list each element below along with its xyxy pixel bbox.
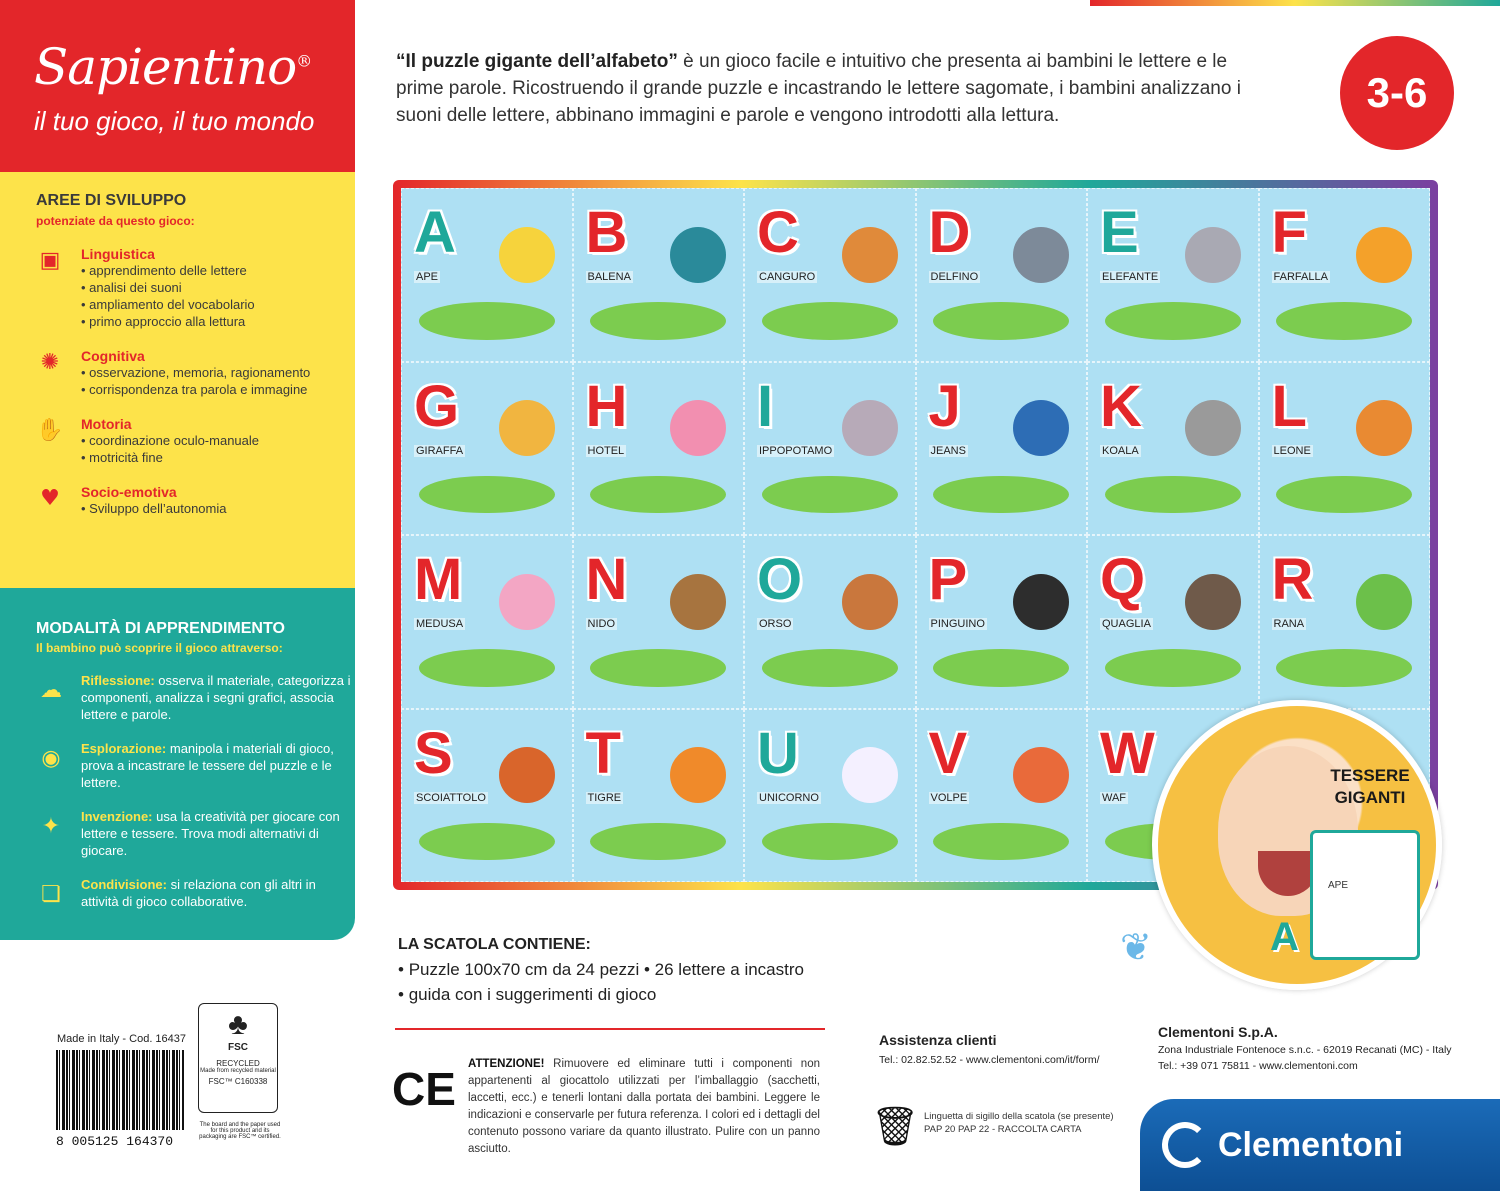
puzzle-tile-b [573,188,745,362]
tile-word: KOALA [1102,444,1139,457]
area-title: Motoria [81,416,132,432]
tile-word: LEONE [1273,444,1311,457]
ce-mark: CE [392,1063,456,1115]
puzzle-tile-t [573,709,745,883]
tile-ground [762,823,898,861]
heart-icon: ♥ [40,485,60,511]
tile-illustration [499,400,555,456]
tile-letter: B [585,200,628,265]
puzzle-tile-e [1087,188,1259,362]
intro-title: “Il puzzle gigante dell’alfabeto” [396,51,678,72]
company-name: Clementoni S.p.A. [1158,1024,1278,1040]
fsc-name: FSC [228,1042,248,1053]
tile-letter: N [585,547,628,612]
tile-word: ORSO [759,618,792,630]
tile-letter: W [1100,720,1155,786]
fsc-label [198,1003,278,1113]
butterfly-icon: ❦ [1120,925,1152,969]
puzzle-tile-v [916,709,1088,883]
area-item: • Sviluppo dell’autonomia [81,500,355,517]
tile-ground [1276,476,1412,514]
intro-body: è un gioco facile e intuitivo che presenta ai bambini le lettere e le prime parole. Ricostruendo il grande puzzle e incastrando le lettere sagomate, i bambini analizzano i suoni delle lettere, abbinano immagini e parole e vengono introdotti alla lettura. [396,51,1241,126]
divider [395,1028,825,1030]
mode-item [36,808,355,859]
speech-bubbles-icon: ❏ [41,880,61,906]
tile-letter: F [1271,200,1307,265]
tile-letter: I [757,373,774,439]
tile-word: PINGUINO [930,618,985,630]
tile-letter: Q [1100,547,1146,612]
barcode [56,1050,184,1130]
tile-word: IPPOPOTAMO [759,444,833,457]
made-in-label: Made in Italy - Cod. 16437 [57,1033,187,1045]
mode-name: Riflessione: [81,673,155,688]
tile-word: HOTEL [587,444,625,457]
area-item: • corrispondenza tra parola e immagine [81,381,355,398]
tile-ground [590,823,726,861]
clementoni-logo [1140,1099,1500,1191]
tile-letter: D [928,200,971,265]
puzzle-tile-k [1087,362,1259,536]
tile-word: DELFINO [930,271,979,283]
puzzle-tile-o [744,535,916,709]
hand-icon: ✋ [36,417,64,443]
puzzle-tile-u [744,709,916,883]
tile-letter: V [928,720,968,786]
area-cognitiva [36,348,355,398]
tile-illustration [1013,227,1069,283]
tile-word: QUAGLIA [1102,618,1151,630]
lightbulb-icon: ✺ [40,349,60,375]
area-item: • analisi dei suoni [81,279,355,296]
area-list [36,246,355,517]
tile-illustration [842,400,898,456]
puzzle-tile-s [401,709,573,883]
tile-ground [933,649,1069,687]
area-item: • ampliamento del vocabolario [81,296,355,313]
area-item: • coordinazione oculo-manuale [81,432,355,449]
learning-modes [0,588,355,940]
brand-tagline: il tuo gioco, il tuo mondo [34,106,315,136]
tile-ground [1276,649,1412,687]
tile-letter: U [757,720,799,786]
top-color-stripe [1090,0,1500,6]
company-contact: Tel.: +39 071 75811 - www.clementoni.com [1158,1060,1358,1072]
tile-letter: A [414,200,456,265]
puzzle-tile-m [401,535,573,709]
tile-word: VOLPE [930,791,968,804]
tile-word: FARFALLA [1273,271,1328,283]
giant-tiles-label: TESSERE GIGANTI [1330,766,1410,807]
tile-ground [1105,649,1241,687]
tile-illustration [1356,400,1412,456]
tile-ground [933,823,1069,861]
tile-word: MEDUSA [416,618,464,630]
tile-letter: R [1271,547,1314,612]
development-subtitle: potenziate da questo gioco: [36,214,195,228]
customer-assistance [879,1032,1100,1066]
tile-illustration [1356,574,1412,630]
tile-letter: T [585,720,621,786]
tile-illustration [1356,227,1412,283]
brain-icon: ☁ [40,676,62,702]
puzzle-tile-h [573,362,745,536]
tile-ground [1105,302,1241,340]
seal-line-2: PAP 20 PAP 22 - RACCOLTA CARTA [924,1124,1082,1135]
tile-ground [590,302,726,340]
mini-card-word: APE [1328,880,1349,891]
area-title: Socio-emotiva [81,484,177,500]
tile-illustration [499,574,555,630]
puzzle-tile-a [401,188,573,362]
seal-text [924,1110,1114,1136]
abc-blocks-icon: ▣ [39,247,61,273]
tile-illustration [670,747,726,803]
tile-illustration [842,574,898,630]
tile-ground [419,476,555,514]
tile-letter: G [414,373,460,439]
box-contents [398,932,804,1007]
left-column [0,0,355,1191]
contents-item: • Puzzle 100x70 cm da 24 pezzi • 26 lettere a incastro [398,957,804,982]
tile-word: APE [416,271,439,283]
tile-letter: E [1100,200,1139,265]
barcode-digits: 8 005125 164370 [56,1134,174,1149]
tile-illustration [1013,400,1069,456]
mode-name: Invenzione: [81,809,153,824]
tile-ground [1105,476,1241,514]
mode-list [36,672,355,910]
tile-ground [1276,302,1412,340]
tile-letter: P [928,547,968,612]
tile-illustration [1185,227,1241,283]
mini-card-letter: A [1270,915,1299,959]
tile-letter: H [585,373,628,439]
tile-ground [590,649,726,687]
area-title: Cognitiva [81,348,145,364]
tile-illustration [1185,574,1241,630]
area-item: • apprendimento delle lettere [81,262,355,279]
area-item: • motricità fine [81,449,355,466]
tile-word: SCOIATTOLO [416,791,486,804]
intro-text [396,48,1266,129]
tile-illustration [1185,400,1241,456]
mode-name: Condivisione: [81,877,167,892]
puzzle-tile-i [744,362,916,536]
magic-wand-icon: ✦ [41,812,61,838]
fsc-desc: Made from recycled material [200,1068,276,1074]
mode-text: osserva il materiale, categorizza i componenti, analizza i segni grafici, associa lettere e parole. [81,673,351,722]
mode-item [36,672,355,723]
tile-word: CANGURO [759,271,816,283]
puzzle-tile-g [401,362,573,536]
area-title: Linguistica [81,246,155,262]
mini-puzzle-card [1310,830,1420,960]
tile-ground [762,476,898,514]
clementoni-name: Clementoni [1218,1125,1404,1164]
warning-body: Rimuovere ed eliminare tutti i componenti non appartenenti al giocattolo utilizzati per l’imballaggio (sacchetti, laccetti, ecc.) e tenerli lontani dalla portata dei bambini. Leggere le indicazioni e conservarle per futura referenza. I colori ed i dettagli del contenuto possono variare da quanto illustrato. Pulire con un panno asciutto. [468,1058,820,1155]
seal-line-1: Linguetta di sigillo della scatola (se presente) [924,1111,1114,1122]
brand-logo: Sapientino® [34,38,312,96]
age-badge: 3-6 [1340,36,1454,150]
tile-illustration [842,227,898,283]
recycle-bin-icon: 🗑 [870,1103,920,1148]
tile-word: NIDO [587,618,615,630]
tile-word: BALENA [587,271,631,283]
tile-letter: C [757,200,799,265]
tile-letter: L [1271,373,1307,439]
tile-word: UNICORNO [759,791,819,804]
tile-illustration [670,400,726,456]
mode-name: Esplorazione: [81,741,167,756]
tile-letter: O [757,547,803,612]
tile-letter: J [928,373,961,439]
mode-text: si relaziona con gli altri in attività di gioco collaborative. [81,877,316,909]
tile-ground [762,302,898,340]
puzzle-tile-r [1259,535,1431,709]
warning-text [468,1056,820,1158]
warning-title: ATTENZIONE! [468,1058,545,1070]
tile-ground [419,302,555,340]
assist-line: Tel.: 02.82.52.52 - www.clementoni.com/it/form/ [879,1054,1100,1066]
mode-text: manipola i materiali di gioco, prova a incastrare le tessere del puzzle e le lettere. [81,741,334,790]
fsc-code: FSC™ C160338 [208,1077,268,1086]
company-info [1158,1024,1452,1072]
clementoni-mark-icon [1162,1122,1208,1168]
tile-illustration [1013,574,1069,630]
tile-word: TIGRE [587,791,622,804]
puzzle-tile-j [916,362,1088,536]
tile-letter: M [414,547,463,612]
area-socio-emotiva [36,484,355,517]
tile-ground [762,649,898,687]
tile-ground [933,476,1069,514]
mode-item [36,876,355,910]
modes-title: MODALITÀ DI APPRENDIMENTO [36,620,285,637]
tile-word: ELEFANTE [1102,271,1159,283]
puzzle-tile-n [573,535,745,709]
tile-ground [933,302,1069,340]
tile-illustration [670,227,726,283]
puzzle-tile-q [1087,535,1259,709]
area-motoria [36,416,355,466]
fsc-status: RECYCLED [216,1059,260,1068]
development-title: AREE DI SVILUPPO [36,192,187,209]
puzzle-tile-d [916,188,1088,362]
brand-panel [0,0,355,172]
tile-ground [590,476,726,514]
mode-item [36,740,355,791]
tile-word: JEANS [930,444,966,457]
tile-letter: S [414,720,453,786]
tile-illustration [842,747,898,803]
tile-word: GIRAFFA [416,444,464,457]
eye-icon: ◉ [41,744,61,770]
contents-item: • guida con i suggerimenti di gioco [398,982,804,1007]
fsc-tree-icon: ♣ [228,1008,248,1041]
tile-ground [419,823,555,861]
puzzle-tile-c [744,188,916,362]
fsc-note: The board and the paper used for this product and its packaging are FSC™ certified. [199,1122,281,1140]
development-areas [0,172,355,588]
tile-letter: K [1100,373,1142,439]
puzzle-tile-f [1259,188,1431,362]
modes-subtitle: Il bambino può scoprire il gioco attraverso: [36,641,283,655]
tile-word: WAF [1102,791,1127,804]
tile-illustration [1013,747,1069,803]
mode-text: usa la creatività per giocare con lettere e tessere. Trova modi alternativi di giocare. [81,809,340,858]
tile-illustration [670,574,726,630]
contents-title: LA SCATOLA CONTIENE: [398,936,591,953]
puzzle-tile-p [916,535,1088,709]
tile-word: RANA [1273,618,1305,630]
area-linguistica [36,246,355,330]
tile-illustration [499,747,555,803]
tile-ground [419,649,555,687]
tile-illustration [499,227,555,283]
company-address: Zona Industriale Fontenoce s.n.c. - 62019 Recanati (MC) - Italy [1158,1044,1452,1056]
area-item: • osservazione, memoria, ragionamento [81,364,355,381]
area-item: • primo approccio alla lettura [81,313,355,330]
assist-title: Assistenza clienti [879,1032,997,1048]
puzzle-tile-l [1259,362,1431,536]
